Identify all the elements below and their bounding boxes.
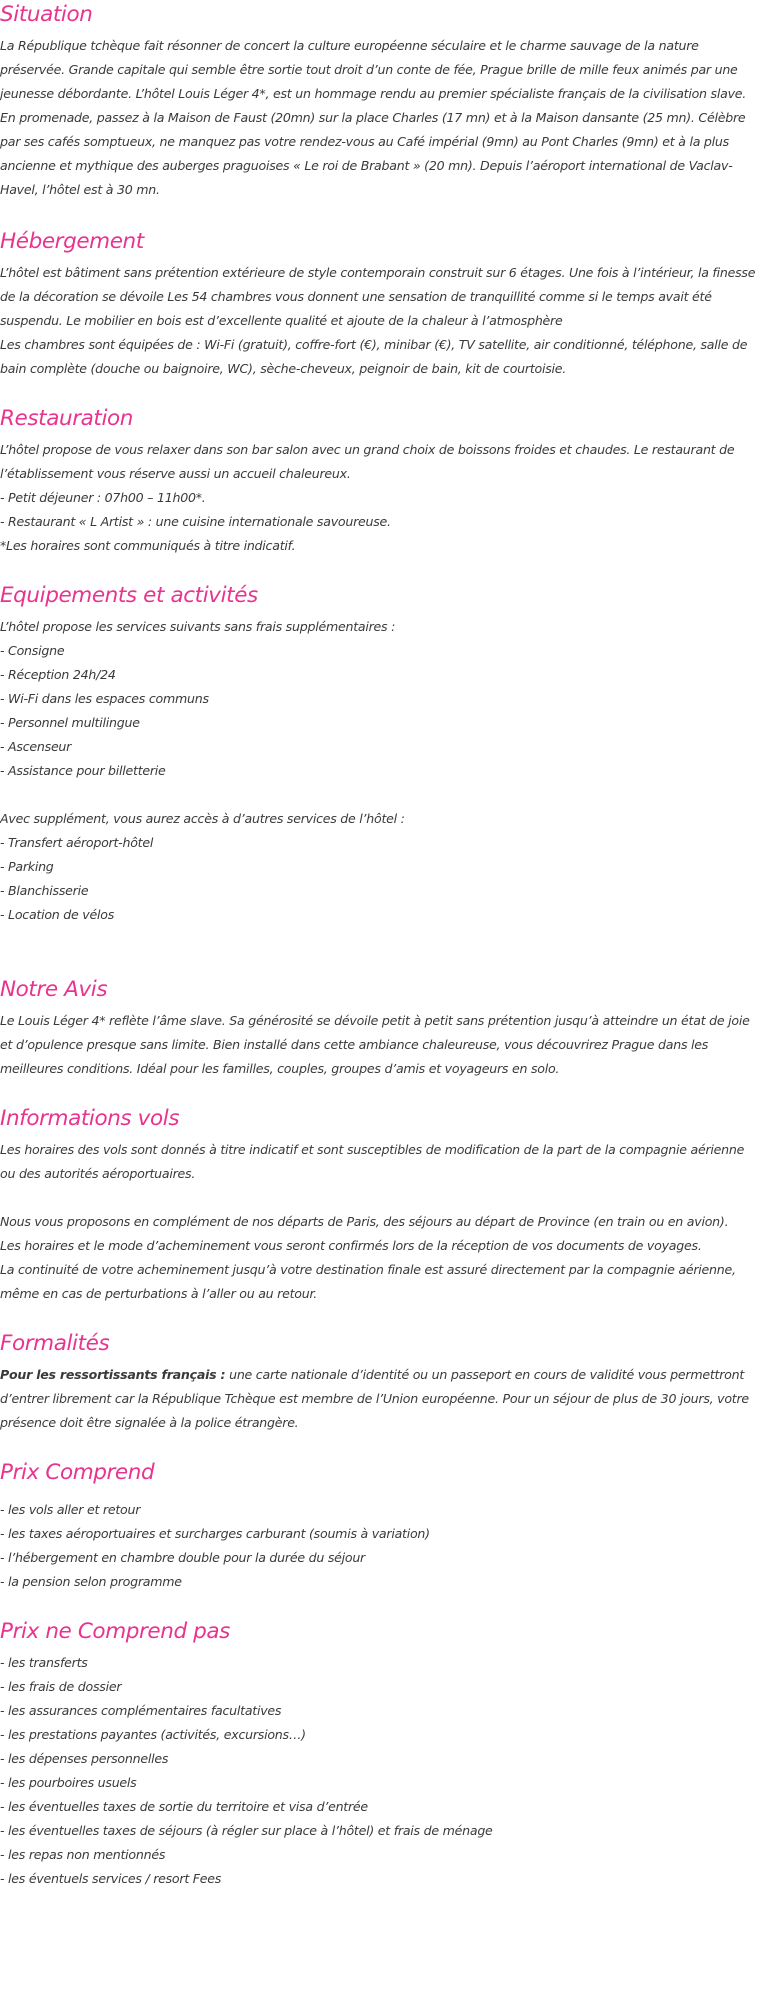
section-title: Situation [0,2,93,27]
section-restauration [0,404,757,558]
list [0,1498,757,1594]
list-item: - les prestations payantes (activités, excursions…) [0,1727,306,1742]
list-item: - les dépenses personnelles [0,1751,169,1766]
section-text: Les horaires des vols sont donnés à titre indicatif et sont susceptibles de modification de la part de la compagnie aérienne ou des autorités aéroportuaires. [0,1142,745,1181]
list-item: - Blanchisserie [0,883,89,898]
section-text: La continuité de votre acheminement jusqu’à votre destination finale est assuré directement par la compagnie aérienne, même en cas de perturbations à l’aller ou au retour. [0,1262,736,1301]
list-item: - Transfert aéroport-hôtel [0,835,154,850]
list-item: - les transferts [0,1655,88,1670]
section-vols [0,1104,757,1306]
list-item: - les éventuelles taxes de séjours (à régler sur place à l’hôtel) et frais de ménage [0,1823,493,1838]
section-situation [0,0,757,202]
list-item: - Restaurant « L Artist » : une cuisine internationale savoureuse. [0,514,391,529]
section-text: Nous vous proposons en complément de nos départs de Paris, des séjours au départ de Province (en train ou en avion). [0,1214,729,1229]
section-text: Le Louis Léger 4* reflète l’âme slave. Sa générosité se dévoile petit à petit sans prétention jusqu’à atteindre un état de joie et d’opulence presque sans limite. Bien installé dans cette ambiance chaleureuse, vous découvrirez Prague dans les meilleures conditions. Idéal pour les familles, couples, groupes d’amis et voyageurs en solo. [0,1013,750,1076]
section-title: Hébergement [0,229,144,254]
list-item: - Ascenseur [0,739,72,754]
section-text: Les horaires et le mode d’acheminement vous seront confirmés lors de la réception de vos documents de voyages. [0,1238,702,1253]
section-hebergement [0,227,757,381]
list-intro: L’hôtel propose les services suivants sans frais supplémentaires : [0,619,396,634]
section-text [0,1363,757,1435]
list-item: - Réception 24h/24 [0,667,116,682]
section-title: Equipements et activités [0,583,258,608]
list-item: - les vols aller et retour [0,1502,141,1517]
list-item: - les assurances complémentaires facultatives [0,1703,282,1718]
list-intro: Avec supplément, vous aurez accès à d’autres services de l’hôtel : [0,811,405,826]
section-title: Prix ne Comprend pas [0,1619,230,1644]
section-prix-comprend [0,1458,757,1594]
list-item: - les éventuels services / resort Fees [0,1871,222,1886]
section-text: L’hôtel est bâtiment sans prétention extérieure de style contemporain construit sur 6 étages. Une fois à l’intérieur, la finesse de la décoration se dévoile Les 54 chambres vous donnent une sensation de tranquillité comme si le temps avait été suspendu. Le mobilier en bois est d’excellente qualité et ajoute de la chaleur à l’atmosphère [0,265,756,328]
list-item: - Location de vélos [0,907,114,922]
list-item: - Parking [0,859,54,874]
bold-label: Pour les ressortissants français : [0,1367,226,1382]
section-title: Notre Avis [0,977,108,1002]
list-item: - Wi-Fi dans les espaces communs [0,691,209,706]
section-formalites [0,1329,757,1435]
spacer [0,783,757,807]
section-prix-ne-comprend-pas [0,1617,757,1891]
spacer [0,1186,757,1210]
list-item: - les éventuelles taxes de sortie du territoire et visa d’entrée [0,1799,368,1814]
list-item: - Consigne [0,643,65,658]
section-text: Les chambres sont équipées de : Wi-Fi (gratuit), coffre-fort (€), minibar (€), TV satellite, air conditionné, téléphone, salle de bain complète (douche ou baignoire, WC), sèche-cheveux, peignoir de bain, kit de courtoisie. [0,337,748,376]
list-item: - les pourboires usuels [0,1775,137,1790]
section-equipements [0,581,757,927]
section-title: Prix Comprend [0,1460,155,1485]
list-item: - l’hébergement en chambre double pour la durée du séjour [0,1550,365,1565]
section-text: L’hôtel propose de vous relaxer dans son bar salon avec un grand choix de boissons froides et chaudes. Le restaurant de l’établissement vous réserve aussi un accueil chaleureux. [0,442,735,481]
section-title: Informations vols [0,1106,180,1131]
list-item: - la pension selon programme [0,1574,182,1589]
section-title: Formalités [0,1331,110,1356]
list-item: - Assistance pour billetterie [0,763,166,778]
list-item: - les taxes aéroportuaires et surcharges carburant (soumis à variation) [0,1526,430,1541]
list-item: - les repas non mentionnés [0,1847,166,1862]
section-text: La République tchèque fait résonner de concert la culture européenne séculaire et le charme sauvage de la nature préservée. Grande capitale qui semble être sortie tout droit d’un conte de fée, Prague brille de mille feux animés par une jeunesse débordante. L’hôtel Louis Léger 4*, est un hommage rendu au premier spécialiste français de la civilisation slave. En promenade, passez à la Maison de Faust (20mn) sur la place Charles (17 mn) et à la Maison dansante (25 mn). Célèbre par ses cafés somptueux, ne manquez pas votre rendez-vous au Café impérial (9mn) au Pont Charles (9mn) et à la plus ancienne et mythique des auberges praguoises « Le roi de Brabant » (20 mn). Depuis l’aéroport international de Vaclav-Havel, l’hôtel est à 30 mn. [0,38,747,197]
list-item: - les frais de dossier [0,1679,122,1694]
list-item: - Petit déjeuner : 07h00 – 11h00*. [0,490,206,505]
section-title: Restauration [0,406,133,431]
section-avis [0,975,757,1081]
list-item: - Personnel multilingue [0,715,140,730]
list-item: *Les horaires sont communiqués à titre indicatif. [0,538,296,553]
formalites-text: une carte nationale d’identité ou un passeport en cours de validité vous permettront d’entrer librement car la République Tchèque est membre de l’Union européenne. Pour un séjour de plus de 30 jours, votre présence doit être signalée à la police étrangère. [0,1367,749,1430]
